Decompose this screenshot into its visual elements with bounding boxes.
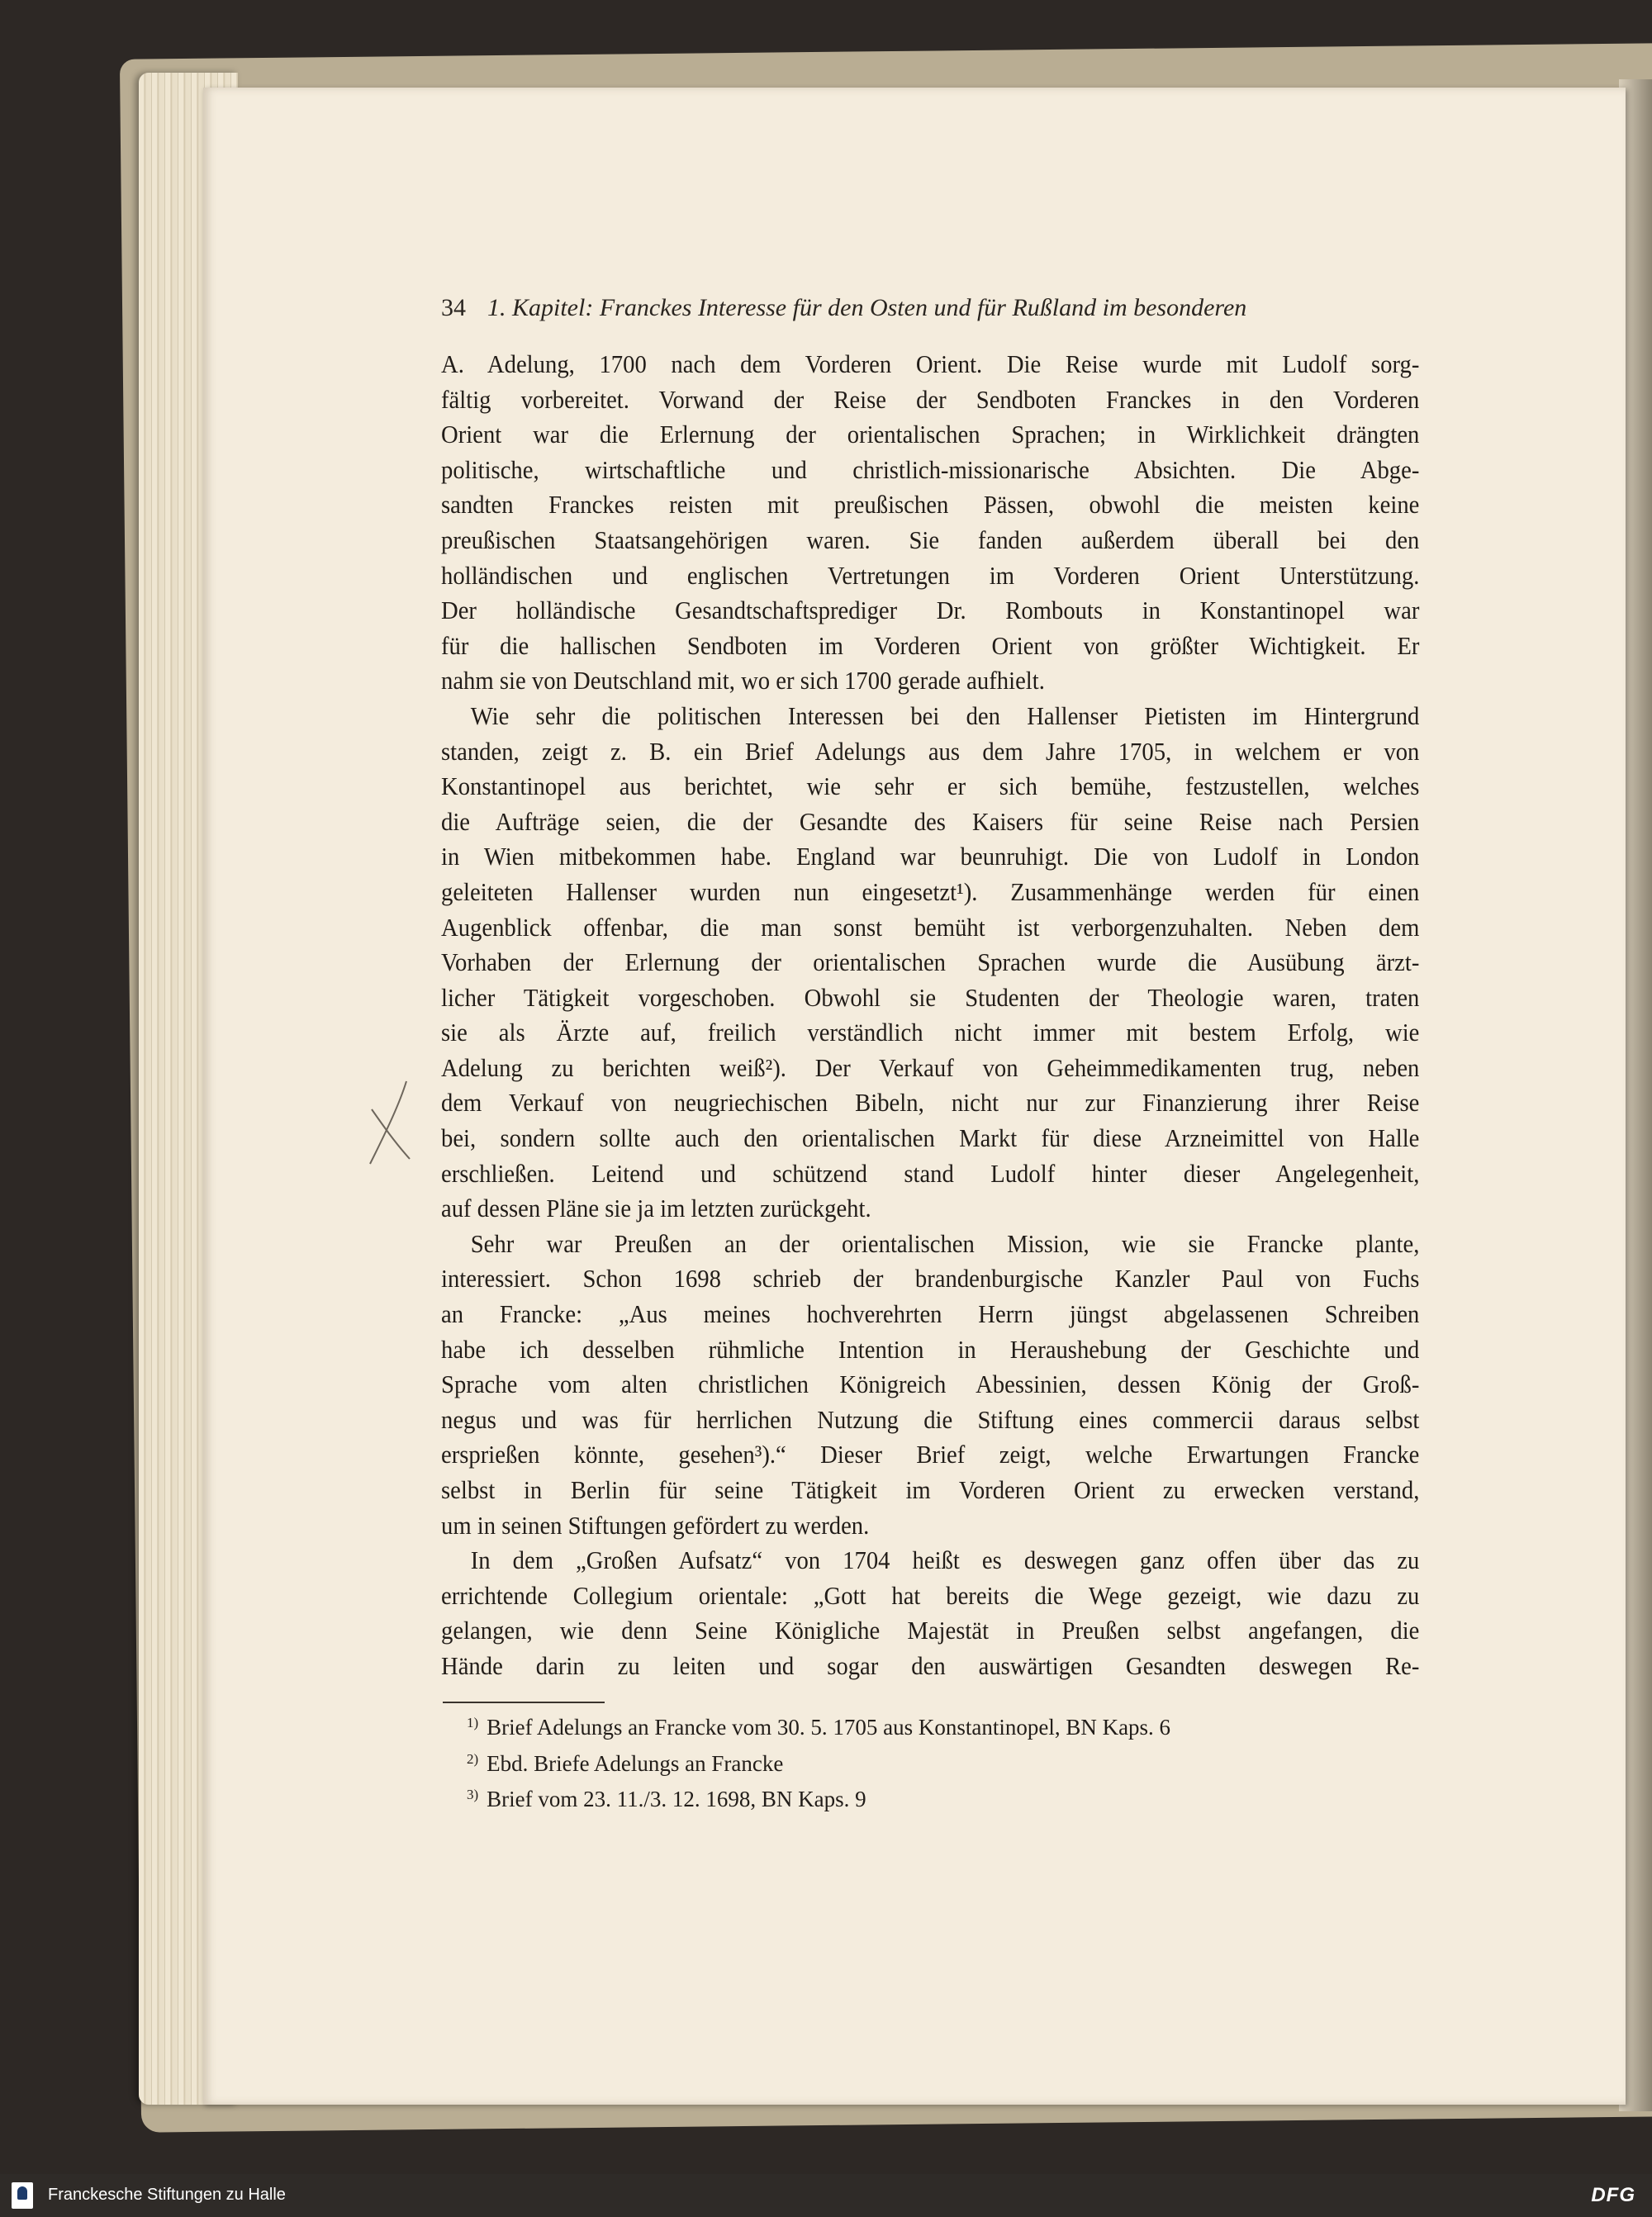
- text-line: Wie sehr die politischen Interessen bei den Hallenser Pietisten im Hintergrund: [470, 701, 1420, 730]
- running-title: 1. Kapitel: Franckes Interesse für den Osten und für Rußland im besonderen: [487, 294, 1247, 321]
- text-line: sandten Franckes reisten mit preußischen Pässen, obwohl die meisten keine: [441, 491, 1420, 520]
- text-line: bei, sondern sollte auch den orientalischen Markt für diese Arzneimittel von Halle: [441, 1124, 1420, 1153]
- footnote-rule: [443, 1702, 605, 1703]
- text-line: Konstantinopel aus berichtet, wie sehr er sich bemühe, festzustellen, welches: [441, 772, 1420, 801]
- text-line: um in seinen Stiftungen gefördert zu werden.: [441, 1511, 870, 1540]
- text-line: an Francke: „Aus meines hochverehrten Herrn jüngst abgelassenen Schreiben: [441, 1300, 1420, 1329]
- text-line: sie als Ärzte auf, freilich verständlich nicht immer mit bestem Erfolg, wie: [441, 1018, 1420, 1047]
- footnote: [467, 1707, 1458, 1744]
- text-line: nahm sie von Deutschland mit, wo er sich 1700 gerade aufhielt.: [441, 667, 1045, 695]
- footnote: [467, 1779, 1458, 1816]
- text-line: Hände darin zu leiten und sogar den auswärtigen Gesandten deswegen Re-: [441, 1651, 1420, 1680]
- text-line: in Wien mitbekommen habe. England war beunruhigt. Die von Ludolf in London: [441, 843, 1420, 871]
- franckesche-stiftungen-logo-icon[interactable]: [12, 2182, 33, 2209]
- text-line: dem Verkauf von neugriechischen Bibeln, nicht nur zur Finanzierung ihrer Reise: [441, 1089, 1420, 1118]
- body-text: [441, 347, 1419, 1684]
- text-line: auf dessen Pläne sie ja im letzten zurückgeht.: [441, 1194, 871, 1223]
- text-line: fältig vorbereitet. Vorwand der Reise der Sendboten Franckes in den Vorderen: [441, 385, 1420, 414]
- dfg-logo[interactable]: DFG: [1591, 2184, 1635, 2206]
- text-line: standen, zeigt z. B. ein Brief Adelungs aus dem Jahre 1705, in welchem er von: [441, 737, 1420, 766]
- text-line: Vorhaben der Erlernung der orientalischen Sprachen wurde die Ausübung ärzt-: [441, 948, 1420, 977]
- institution-link[interactable]: Franckesche Stiftungen zu Halle: [48, 2186, 286, 2204]
- text-line: negus und was für herrlichen Nutzung die Stiftung eines commercii daraus selbst: [441, 1405, 1420, 1434]
- text-line: licher Tätigkeit vorgeschoben. Obwohl sie Studenten der Theologie waren, traten: [441, 983, 1420, 1012]
- text-line: für die hallischen Sendboten im Vorderen Orient von größter Wichtigkeit. Er: [441, 631, 1420, 660]
- footnote: [467, 1744, 1458, 1780]
- text-line: Der holländische Gesandtschaftsprediger Dr. Rombouts in Konstantinopel war: [441, 596, 1420, 625]
- running-header: [441, 294, 1420, 322]
- text-line: erschließen. Leitend und schützend stand Ludolf hinter dieser Angelegenheit,: [441, 1159, 1420, 1188]
- text-line: Sehr war Preußen an der orientalischen Mission, wie sie Francke plante,: [470, 1229, 1420, 1258]
- text-line: Augenblick offenbar, die man sonst bemüht ist verborgenzuhalten. Neben dem: [441, 913, 1420, 942]
- footnote-text: Brief vom 23. 11./3. 12. 1698, BN Kaps. 9: [487, 1787, 866, 1811]
- text-line: selbst in Berlin für seine Tätigkeit im Vorderen Orient zu erwecken verstand,: [441, 1476, 1420, 1504]
- text-line: politische, wirtschaftliche und christlich-missionarische Absichten. Die Abge-: [441, 455, 1420, 484]
- text-line: gelangen, wie denn Seine Königliche Majestät in Preußen selbst angefangen, die: [441, 1616, 1420, 1645]
- text-line: Orient war die Erlernung der orientalischen Sprachen; in Wirklichkeit drängten: [441, 420, 1420, 449]
- page-number: 34: [441, 294, 466, 321]
- pencil-mark-icon: [363, 1078, 413, 1169]
- text-line: ersprießen könnte, gesehen³).“ Dieser Brief zeigt, welche Erwartungen Francke: [441, 1441, 1420, 1469]
- viewer-footer-bar: [0, 2174, 1652, 2217]
- footnote-mark: 2): [467, 1750, 479, 1767]
- text-line: In dem „Großen Aufsatz“ von 1704 heißt es deswegen ganz offen über das zu: [470, 1546, 1420, 1575]
- text-line: die Aufträge seien, die der Gesandte des Kaisers für seine Reise nach Persien: [441, 807, 1420, 836]
- text-line: interessiert. Schon 1698 schrieb der brandenburgische Kanzler Paul von Fuchs: [441, 1265, 1420, 1294]
- text-line: geleiteten Hallenser wurden nun eingesetzt¹). Zusammenhänge werden für einen: [441, 877, 1420, 906]
- footnote-mark: 1): [467, 1715, 479, 1730]
- footnote-text: Brief Adelungs an Francke vom 30. 5. 1705 aus Konstantinopel, BN Kaps. 6: [487, 1715, 1171, 1740]
- text-line: preußischen Staatsangehörigen waren. Sie fanden außerdem überall bei den: [441, 525, 1420, 554]
- text-line: errichtende Collegium orientale: „Gott hat bereits die Wege gezeigt, wie dazu zu: [441, 1581, 1420, 1610]
- text-line: A. Adelung, 1700 nach dem Vorderen Orient. Die Reise wurde mit Ludolf sorg-: [441, 350, 1420, 378]
- footnote-mark: 3): [467, 1787, 479, 1802]
- text-line: Sprache vom alten christlichen Königreich Abessinien, dessen König der Groß-: [441, 1370, 1420, 1399]
- footnote-text: Ebd. Briefe Adelungs an Francke: [487, 1750, 784, 1776]
- text-line: habe ich desselben rühmliche Intention in Heraushebung der Geschichte und: [441, 1335, 1420, 1364]
- footnotes: [467, 1707, 1458, 1816]
- text-line: holländischen und englischen Vertretungen im Vorderen Orient Unterstützung.: [441, 561, 1420, 590]
- text-line: Adelung zu berichten weiß²). Der Verkauf von Geheimmedikamenten trug, neben: [441, 1053, 1420, 1082]
